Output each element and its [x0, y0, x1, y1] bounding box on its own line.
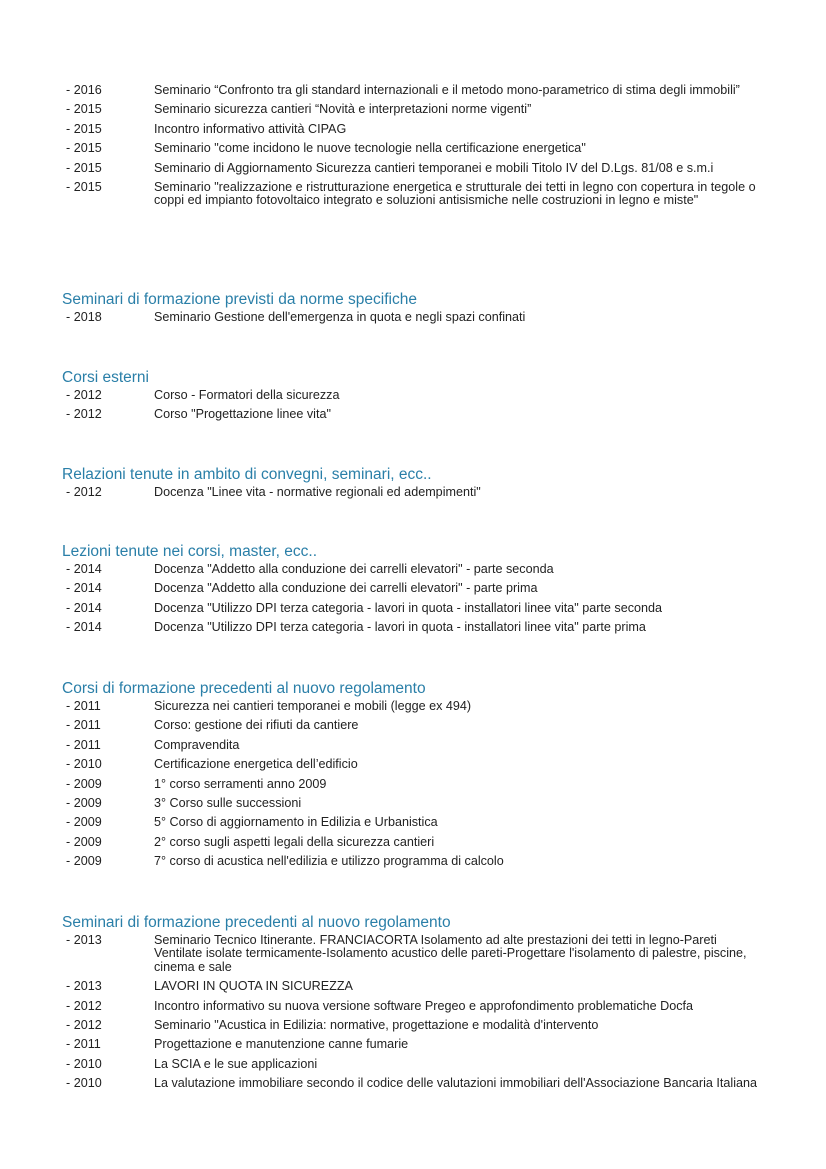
list-item: [62, 739, 762, 752]
entry-year: - 2012: [66, 388, 102, 402]
entry-text: Seminario "come incidono le nuove tecnologie nella certificazione energetica": [154, 141, 586, 156]
entry-year: - 2015: [66, 121, 102, 136]
entry-text: Progettazione e manutenzione canne fumarie: [154, 1037, 409, 1052]
section-title: Corsi di formazione precedenti al nuovo regolamento: [62, 680, 426, 697]
entry-text: 1° corso serramenti anno 2009: [154, 776, 327, 791]
entry-text: La SCIA e le sue applicazioni: [154, 1056, 318, 1071]
section-corsi-esterni: [62, 369, 762, 428]
entry-year: - 2010: [66, 1076, 102, 1091]
entry-year: - 2018: [66, 310, 102, 324]
entry-year: - 2010: [66, 757, 102, 772]
entry-year: - 2015: [66, 180, 102, 195]
section-title: Corsi esterni: [62, 369, 149, 386]
entry-year: - 2012: [66, 407, 102, 422]
entry-year: - 2012: [66, 485, 102, 499]
list-item: [62, 142, 762, 155]
entry-text: Docenza "Addetto alla conduzione dei carrelli elevatori" - parte prima: [154, 581, 538, 596]
entry-text: Docenza "Utilizzo DPI terza categoria - lavori in quota - installatori linee vita" parte seconda: [154, 600, 663, 615]
entry-year: - 2012: [66, 1018, 102, 1033]
list-item: [62, 311, 762, 324]
list-item: [62, 582, 762, 595]
list-item: [62, 1000, 762, 1013]
entry-year: - 2009: [66, 796, 102, 811]
entry-text: Incontro informativo attività CIPAG: [154, 121, 347, 136]
list-item: [62, 486, 762, 499]
entry-year: - 2009: [66, 776, 102, 791]
entry-text: Docenza "Linee vita - normative regionali ed adempimenti": [154, 485, 481, 499]
entry-text: Corso: gestione dei rifiuti da cantiere: [154, 718, 359, 733]
section-title: Seminari di formazione precedenti al nuovo regolamento: [62, 914, 451, 931]
entry-year: - 2010: [66, 1056, 102, 1071]
list-item: [62, 700, 762, 713]
list-item: [62, 408, 762, 421]
entry-year: - 2014: [66, 620, 102, 635]
entry-year: - 2014: [66, 581, 102, 596]
entry-text: Seminario "realizzazione e ristrutturazione energetica e strutturale dei tetti in legno con copertura in tegole o coppi ed impianto fotovoltaico integrato e soluzioni antisismiche nelle costruzioni in legno e miste": [154, 180, 756, 208]
entry-text: 2° corso sugli aspetti legali della sicurezza cantieri: [154, 834, 435, 849]
section-seminari-norme-specifiche: [62, 291, 762, 330]
list-item: [62, 563, 762, 576]
entry-text: Corso "Progettazione linee vita": [154, 407, 331, 422]
entry-year: - 2015: [66, 102, 102, 117]
list-item: [62, 836, 762, 849]
entry-year: - 2014: [66, 562, 102, 576]
entry-text: Docenza "Addetto alla conduzione dei carrelli elevatori" - parte seconda: [154, 562, 554, 576]
list-item: [62, 181, 762, 208]
entry-text: 7° corso di acustica nell'edilizia e utilizzo programma di calcolo: [154, 854, 504, 869]
list-item: [62, 797, 762, 810]
list-item: [62, 123, 762, 136]
list-item: [62, 1019, 762, 1032]
entry-text: 3° Corso sulle successioni: [154, 796, 302, 811]
section-title: Seminari di formazione previsti da norme specifiche: [62, 291, 417, 308]
section-title: Relazioni tenute in ambito di convegni, seminari, ecc..: [62, 466, 432, 483]
section-seminari-precedenti: [62, 914, 762, 1097]
entry-text: Seminario Tecnico Itinerante. FRANCIACORTA Isolamento ad alte prestazioni dei tetti in legno-Pareti Ventilate isolate termicamente-Isolamento acustico delle pareti-Progettare l'isolamento di palestre, piscine, cinema e sale: [154, 933, 747, 974]
entry-year: - 2016: [66, 83, 102, 97]
section-relazioni-convegni: [62, 466, 762, 505]
list-item: [62, 602, 762, 615]
list-item: [62, 162, 762, 175]
entry-year: - 2011: [66, 718, 101, 733]
entry-year: - 2015: [66, 160, 102, 175]
list-item: [62, 778, 762, 791]
entry-text: Seminario sicurezza cantieri “Novità e interpretazioni norme vigenti”: [154, 102, 532, 117]
entry-text: Seminario “Confronto tra gli standard internazionali e il metodo mono-parametrico di stima degli immobili”: [154, 83, 740, 97]
list-item: [62, 103, 762, 116]
section-seminari-continuation: [62, 84, 762, 214]
list-item: [62, 621, 762, 634]
entry-text: Incontro informativo su nuova versione software Pregeo e approfondimento problematiche Docfa: [154, 998, 694, 1013]
entry-text: 5° Corso di aggiornamento in Edilizia e Urbanistica: [154, 815, 438, 830]
entry-text: Seminario "Acustica in Edilizia: normative, progettazione e modalità d'intervento: [154, 1018, 599, 1033]
entry-year: - 2013: [66, 933, 102, 947]
list-item: [62, 719, 762, 732]
entry-text: La valutazione immobiliare secondo il codice delle valutazioni immobiliari dell'Associazione Bancaria Italiana: [154, 1076, 758, 1091]
list-item: [62, 389, 762, 402]
entry-text: LAVORI IN QUOTA IN SICUREZZA: [154, 979, 353, 994]
section-lezioni-corsi: [62, 543, 762, 641]
list-item: [62, 1077, 762, 1090]
section-corsi-precedenti: [62, 680, 762, 875]
list-item: [62, 758, 762, 771]
entry-text: Seminario Gestione dell'emergenza in quota e negli spazi confinati: [154, 310, 526, 324]
entry-year: - 2011: [66, 1037, 101, 1052]
entry-text: Compravendita: [154, 737, 240, 752]
entry-text: Seminario di Aggiornamento Sicurezza cantieri temporanei e mobili Titolo IV del D.Lgs. 81/08 e s.m.i: [154, 160, 714, 175]
entry-text: Sicurezza nei cantieri temporanei e mobili (legge ex 494): [154, 699, 472, 713]
section-title: Lezioni tenute nei corsi, master, ecc..: [62, 543, 318, 560]
entry-year: - 2013: [66, 979, 102, 994]
list-item: [62, 1058, 762, 1071]
entry-text: Certificazione energetica dell’edificio: [154, 757, 358, 772]
entry-year: - 2012: [66, 998, 102, 1013]
entry-year: - 2011: [66, 737, 101, 752]
entry-text: Docenza "Utilizzo DPI terza categoria - lavori in quota - installatori linee vita" parte prima: [154, 620, 646, 635]
list-item: [62, 934, 762, 974]
entry-year: - 2009: [66, 834, 102, 849]
list-item: [62, 1038, 762, 1051]
entry-year: - 2011: [66, 699, 101, 713]
list-item: [62, 980, 762, 993]
entry-year: - 2009: [66, 854, 102, 869]
entry-year: - 2014: [66, 600, 102, 615]
list-item: [62, 816, 762, 829]
list-item: [62, 84, 762, 97]
entry-year: - 2015: [66, 141, 102, 156]
entry-text: Corso - Formatori della sicurezza: [154, 388, 340, 402]
list-item: [62, 855, 762, 868]
entry-year: - 2009: [66, 815, 102, 830]
